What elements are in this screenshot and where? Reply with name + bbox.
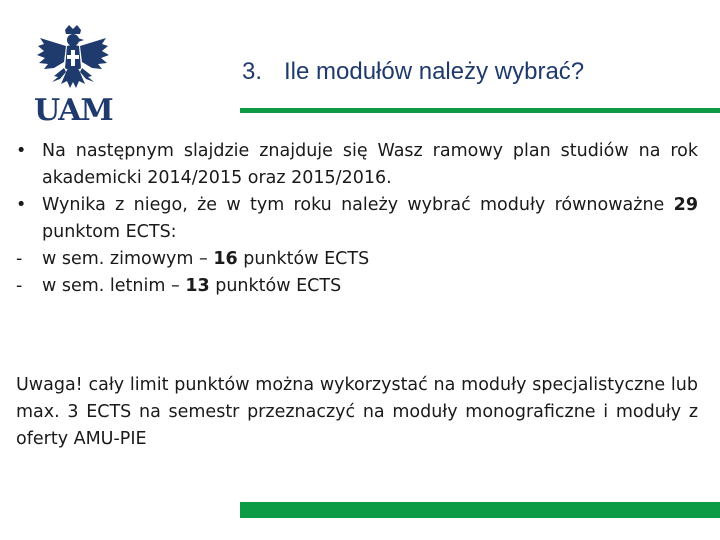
bullet-marker: • (16, 141, 27, 161)
uam-logo (34, 24, 113, 128)
slide-title (242, 58, 584, 86)
list-item (16, 192, 698, 246)
list-item (16, 273, 698, 300)
list-item (16, 246, 698, 273)
list-item (16, 138, 698, 192)
title-number: 3. (242, 58, 263, 85)
bullet-text: w sem. letnim – (42, 276, 186, 296)
logo-text: UAM (34, 93, 113, 128)
bullet-text: w sem. zimowym – (42, 249, 214, 269)
dash-marker: - (16, 276, 23, 296)
note-paragraph: Uwaga! cały limit punktów można wykorzystać na moduły specjalistyczne lub max. 3 ECTS na semestr przeznaczyć na moduły monograficzne i moduły z oferty AMU-PIE (16, 375, 698, 449)
bullet-text: punktów ECTS (237, 249, 370, 269)
bullet-marker: • (16, 195, 27, 215)
bullet-text: punktów ECTS (209, 276, 342, 296)
bullet-text: Na następnym slajdzie znajduje się Wasz ramowy plan studiów na rok akademicki 2014/2015 oraz 2015/2016. (42, 141, 698, 188)
bullet-text: punktom ECTS: (42, 222, 177, 242)
eagle-emblem-icon (34, 24, 112, 96)
bottom-accent-bar (240, 502, 720, 518)
bullet-bold-value: 29 (673, 195, 698, 215)
bullet-text: Wynika z niego, że w tym roku należy wybrać moduły równoważne (42, 195, 674, 215)
bullet-bold-value: 16 (213, 249, 238, 269)
bullet-list (16, 138, 698, 300)
bullet-bold-value: 13 (185, 276, 210, 296)
top-accent-rule (240, 108, 720, 113)
dash-marker: - (16, 249, 23, 269)
title-text: Ile modułów należy wybrać? (284, 58, 585, 85)
